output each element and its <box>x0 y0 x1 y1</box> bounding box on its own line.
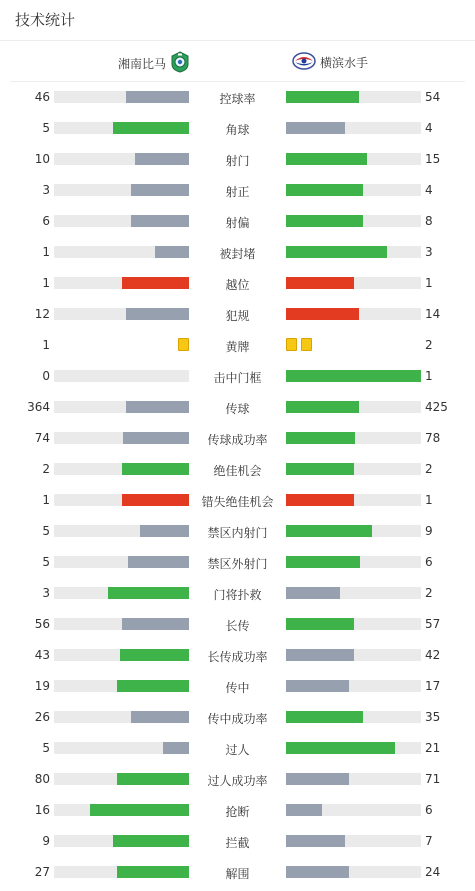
stat-label: 抢断 <box>225 805 250 819</box>
home-value: 0 <box>42 369 50 383</box>
away-bar-fill <box>286 587 340 599</box>
home-value: 6 <box>42 214 50 228</box>
away-value: 24 <box>425 865 441 879</box>
away-bar-fill <box>286 246 387 258</box>
home-bar-fill <box>113 835 189 847</box>
yellow-card-icon <box>286 338 297 351</box>
away-bar-track <box>286 308 421 320</box>
home-value: 19 <box>34 679 50 693</box>
home-value: 3 <box>42 586 50 600</box>
stat-label: 黄牌 <box>225 340 250 354</box>
away-bar-fill <box>286 649 354 661</box>
home-bar-fill <box>117 680 189 692</box>
home-value: 16 <box>34 803 50 817</box>
home-value: 5 <box>42 524 50 538</box>
stat-label: 长传 <box>225 619 250 633</box>
home-bar-track <box>54 835 189 847</box>
away-bar-fill <box>286 866 349 878</box>
home-bar-fill <box>117 773 189 785</box>
home-bar-track <box>54 246 189 258</box>
home-bar-track <box>54 432 189 444</box>
home-bar-fill <box>128 556 189 568</box>
away-bar-track <box>286 680 421 692</box>
home-team[interactable] <box>118 51 190 76</box>
stat-label: 犯规 <box>225 309 250 323</box>
away-bar-track <box>286 494 421 506</box>
stat-row <box>0 271 475 302</box>
stat-row <box>0 798 475 829</box>
stat-row <box>0 643 475 674</box>
away-bar-track <box>286 773 421 785</box>
away-value: 71 <box>425 772 441 786</box>
home-value: 43 <box>34 648 50 662</box>
away-bar-fill <box>286 153 367 165</box>
team-header <box>0 41 475 81</box>
home-bar-track <box>54 401 189 413</box>
home-value: 56 <box>34 617 50 631</box>
away-bar-track <box>286 246 421 258</box>
away-value: 1 <box>425 493 433 507</box>
home-bar-track <box>54 649 189 661</box>
home-bar-fill <box>131 184 189 196</box>
stat-row <box>0 333 475 364</box>
away-bar-track <box>286 649 421 661</box>
away-bar-track <box>286 91 421 103</box>
home-bar-fill <box>155 246 189 258</box>
away-bar-fill <box>286 835 345 847</box>
stat-label: 绝佳机会 <box>213 464 262 478</box>
away-bar-track <box>286 370 421 382</box>
away-value: 2 <box>425 586 433 600</box>
home-value: 3 <box>42 183 50 197</box>
away-bar-fill <box>286 401 359 413</box>
away-value: 21 <box>425 741 441 755</box>
away-bar-fill <box>286 277 354 289</box>
away-value: 35 <box>425 710 441 724</box>
away-value: 78 <box>425 431 441 445</box>
stat-label: 角球 <box>225 123 250 137</box>
away-bar-track <box>286 866 421 878</box>
home-value: 10 <box>34 152 50 166</box>
home-value: 1 <box>42 338 50 352</box>
stat-row <box>0 302 475 333</box>
stat-label: 射门 <box>225 154 250 168</box>
stat-label: 传中 <box>225 681 250 695</box>
stat-row <box>0 147 475 178</box>
stat-row <box>0 674 475 705</box>
away-bar-fill <box>286 494 354 506</box>
away-bar-fill <box>286 184 363 196</box>
away-bar-track <box>286 835 421 847</box>
away-bar-track <box>286 556 421 568</box>
away-team-logo-icon <box>292 51 316 74</box>
away-team-name: 横滨水手 <box>320 56 369 70</box>
home-bar-fill <box>163 742 189 754</box>
away-bar-fill <box>286 91 359 103</box>
away-value: 4 <box>425 121 433 135</box>
stat-row <box>0 395 475 426</box>
away-yellow-cards <box>286 338 312 351</box>
home-value: 74 <box>34 431 50 445</box>
away-bar-track <box>286 742 421 754</box>
stat-label: 越位 <box>225 278 250 292</box>
home-bar-fill <box>122 618 190 630</box>
stat-label: 传球成功率 <box>207 433 268 447</box>
home-value: 9 <box>42 834 50 848</box>
home-value: 46 <box>34 90 50 104</box>
home-bar-track <box>54 277 189 289</box>
home-value: 26 <box>34 710 50 724</box>
away-bar-fill <box>286 742 395 754</box>
stat-label: 击中门框 <box>213 371 262 385</box>
home-bar-track <box>54 494 189 506</box>
stat-row <box>0 612 475 643</box>
home-bar-track <box>54 308 189 320</box>
home-bar-fill <box>126 308 189 320</box>
stat-label: 解围 <box>225 867 250 881</box>
home-value: 2 <box>42 462 50 476</box>
home-bar-fill <box>113 122 189 134</box>
home-bar-track <box>54 742 189 754</box>
home-yellow-cards <box>178 338 189 351</box>
stat-label: 传球 <box>225 402 250 416</box>
home-team-name: 湘南比马 <box>117 57 166 71</box>
away-bar-fill <box>286 618 354 630</box>
away-bar-track <box>286 804 421 816</box>
home-bar-fill <box>135 153 189 165</box>
stat-row <box>0 736 475 767</box>
home-bar-track <box>54 804 189 816</box>
stat-label: 过人成功率 <box>207 774 268 788</box>
away-value: 9 <box>425 524 433 538</box>
away-value: 425 <box>425 400 448 414</box>
home-value: 1 <box>42 493 50 507</box>
home-bar-track <box>54 711 189 723</box>
stat-row <box>0 364 475 395</box>
away-bar-fill <box>286 122 345 134</box>
away-bar-track <box>286 277 421 289</box>
home-bar-track <box>54 680 189 692</box>
home-bar-track <box>54 370 189 382</box>
away-value: 17 <box>425 679 441 693</box>
stat-row <box>0 488 475 519</box>
away-bar-fill <box>286 773 349 785</box>
stat-row <box>0 705 475 736</box>
home-bar-fill <box>123 432 189 444</box>
away-value: 1 <box>425 369 433 383</box>
away-bar-fill <box>286 804 322 816</box>
away-value: 2 <box>425 338 433 352</box>
away-bar-fill <box>286 215 363 227</box>
home-bar-fill <box>122 277 190 289</box>
away-bar-track <box>286 463 421 475</box>
away-bar-track <box>286 184 421 196</box>
home-bar-track <box>54 91 189 103</box>
stat-row <box>0 581 475 612</box>
stat-row <box>0 829 475 860</box>
home-team-logo-icon <box>170 51 190 76</box>
stat-row <box>0 426 475 457</box>
stat-label: 长传成功率 <box>207 650 268 664</box>
home-bar-track <box>54 866 189 878</box>
away-value: 57 <box>425 617 441 631</box>
home-bar-track <box>54 525 189 537</box>
away-value: 2 <box>425 462 433 476</box>
stat-label: 射偏 <box>225 216 250 230</box>
stat-row <box>0 240 475 271</box>
away-value: 15 <box>425 152 441 166</box>
home-bar-track <box>54 587 189 599</box>
away-bar-track <box>286 401 421 413</box>
home-value: 1 <box>42 245 50 259</box>
home-bar-track <box>54 556 189 568</box>
yellow-card-icon <box>178 338 189 351</box>
home-bar-track <box>54 773 189 785</box>
away-value: 1 <box>425 276 433 290</box>
home-value: 5 <box>42 741 50 755</box>
home-value: 1 <box>42 276 50 290</box>
home-value: 5 <box>42 121 50 135</box>
stat-row <box>0 457 475 488</box>
home-bar-track <box>54 618 189 630</box>
stat-row <box>0 209 475 240</box>
away-value: 7 <box>425 834 433 848</box>
home-bar-fill <box>120 649 189 661</box>
away-bar-fill <box>286 432 355 444</box>
away-bar-fill <box>286 525 372 537</box>
home-bar-track <box>54 122 189 134</box>
home-bar-fill <box>90 804 189 816</box>
away-bar-fill <box>286 308 359 320</box>
away-value: 8 <box>425 214 433 228</box>
stat-label: 控球率 <box>219 92 256 106</box>
away-value: 6 <box>425 803 433 817</box>
home-value: 12 <box>34 307 50 321</box>
stat-label: 传中成功率 <box>207 712 268 726</box>
away-bar-fill <box>286 370 421 382</box>
away-bar-track <box>286 122 421 134</box>
away-bar-track <box>286 618 421 630</box>
stat-row <box>0 860 475 891</box>
home-bar-track <box>54 215 189 227</box>
stat-label: 禁区外射门 <box>207 557 268 571</box>
home-bar-track <box>54 184 189 196</box>
away-bar-track <box>286 525 421 537</box>
away-bar-fill <box>286 556 360 568</box>
home-bar-fill <box>108 587 189 599</box>
stat-label: 门将扑救 <box>213 588 262 602</box>
away-bar-track <box>286 432 421 444</box>
stats-list <box>0 85 475 891</box>
away-bar-fill <box>286 463 354 475</box>
stat-label: 射正 <box>225 185 250 199</box>
home-value: 364 <box>27 400 50 414</box>
home-bar-fill <box>117 866 189 878</box>
stat-row <box>0 85 475 116</box>
home-bar-fill <box>126 91 189 103</box>
away-team[interactable] <box>292 51 368 74</box>
home-bar-fill <box>131 711 189 723</box>
home-value: 27 <box>34 865 50 879</box>
home-bar-track <box>54 463 189 475</box>
away-value: 54 <box>425 90 441 104</box>
yellow-card-icon <box>301 338 312 351</box>
stat-label: 错失绝佳机会 <box>201 495 274 509</box>
away-bar-track <box>286 153 421 165</box>
away-bar-track <box>286 587 421 599</box>
stat-label: 禁区内射门 <box>207 526 268 540</box>
home-bar-fill <box>126 401 189 413</box>
stat-row <box>0 519 475 550</box>
stat-row <box>0 178 475 209</box>
away-bar-track <box>286 711 421 723</box>
stat-label: 过人 <box>225 743 250 757</box>
away-value: 42 <box>425 648 441 662</box>
away-value: 6 <box>425 555 433 569</box>
page-title: 技术统计 <box>15 11 76 29</box>
away-value: 14 <box>425 307 441 321</box>
home-bar-fill <box>131 215 189 227</box>
stat-row <box>0 550 475 581</box>
home-value: 80 <box>34 772 50 786</box>
stat-label: 拦截 <box>225 836 250 850</box>
home-bar-fill <box>122 494 190 506</box>
away-bar-fill <box>286 680 349 692</box>
away-bar-fill <box>286 711 363 723</box>
stat-row <box>0 767 475 798</box>
home-bar-fill <box>140 525 189 537</box>
home-bar-fill <box>122 463 190 475</box>
home-value: 5 <box>42 555 50 569</box>
stat-label: 被封堵 <box>219 247 256 261</box>
stat-row <box>0 116 475 147</box>
away-value: 4 <box>425 183 433 197</box>
away-value: 3 <box>425 245 433 259</box>
away-bar-track <box>286 215 421 227</box>
teams-divider <box>10 81 465 82</box>
home-bar-track <box>54 153 189 165</box>
